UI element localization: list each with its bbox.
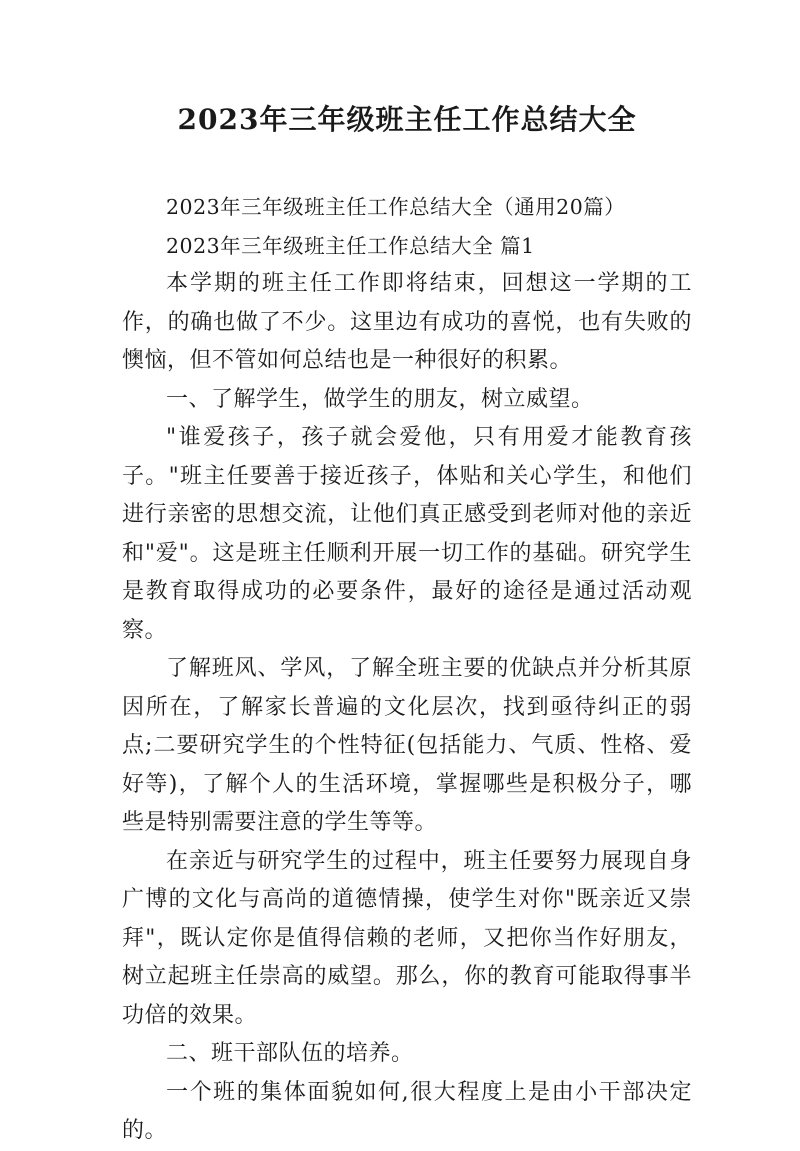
- paragraph-cadre: 一个班的集体面貌如何,很大程度上是由小干部决定的。: [122, 1079, 692, 1143]
- paragraph-prestige: 在亲近与研究学生的过程中，班主任要努力展现自身广博的文化与高尚的道德情操，使学生对你"既亲近又崇拜"，既认定你是值得信赖的老师，又把你当作好朋友，树立起班主任崇高的威望。那么，你的教育可能取得事半功倍的效果。: [122, 848, 692, 1028]
- heading-one: 一、了解学生，做学生的朋友，树立威望。: [166, 386, 594, 412]
- document-title: 2023年三年级班主任工作总结大全: [177, 103, 637, 136]
- paragraph-intro: 本学期的班主任工作即将结束，回想这一学期的工作，的确也做了不少。这里边有成功的喜悦，也有失败的懊恼，但不管如何总结也是一种很好的积累。: [122, 271, 692, 373]
- paragraph-understand: 了解班风、学风，了解全班主要的优缺点并分析其原因所在，了解家长普遍的文化层次，找到亟待纠正的弱点;二要研究学生的个性特征(包括能力、气质、性格、爱好等)，了解个人的生活环境，掌握哪些是积极分子，哪些是特别需要注意的学生等等。: [122, 656, 692, 835]
- document-subtitle: 2023年三年级班主任工作总结大全（通用20篇）: [166, 195, 626, 219]
- section-heading: 2023年三年级班主任工作总结大全 篇1: [166, 233, 535, 258]
- paragraph-love: "谁爱孩子，孩子就会爱他，只有用爱才能教育孩子。"班主任要善于接近孩子，体贴和关心学生，和他们进行亲密的思想交流，让他们真正感受到老师对他的亲近和"爱"。这是班主任顺利开展一切工作的基础。研究学生是教育取得成功的必要条件，最好的途径是通过活动观察。: [122, 425, 692, 643]
- document-body: [122, 188, 692, 1151]
- heading-two: 二、班干部队伍的培养。: [166, 1041, 414, 1066]
